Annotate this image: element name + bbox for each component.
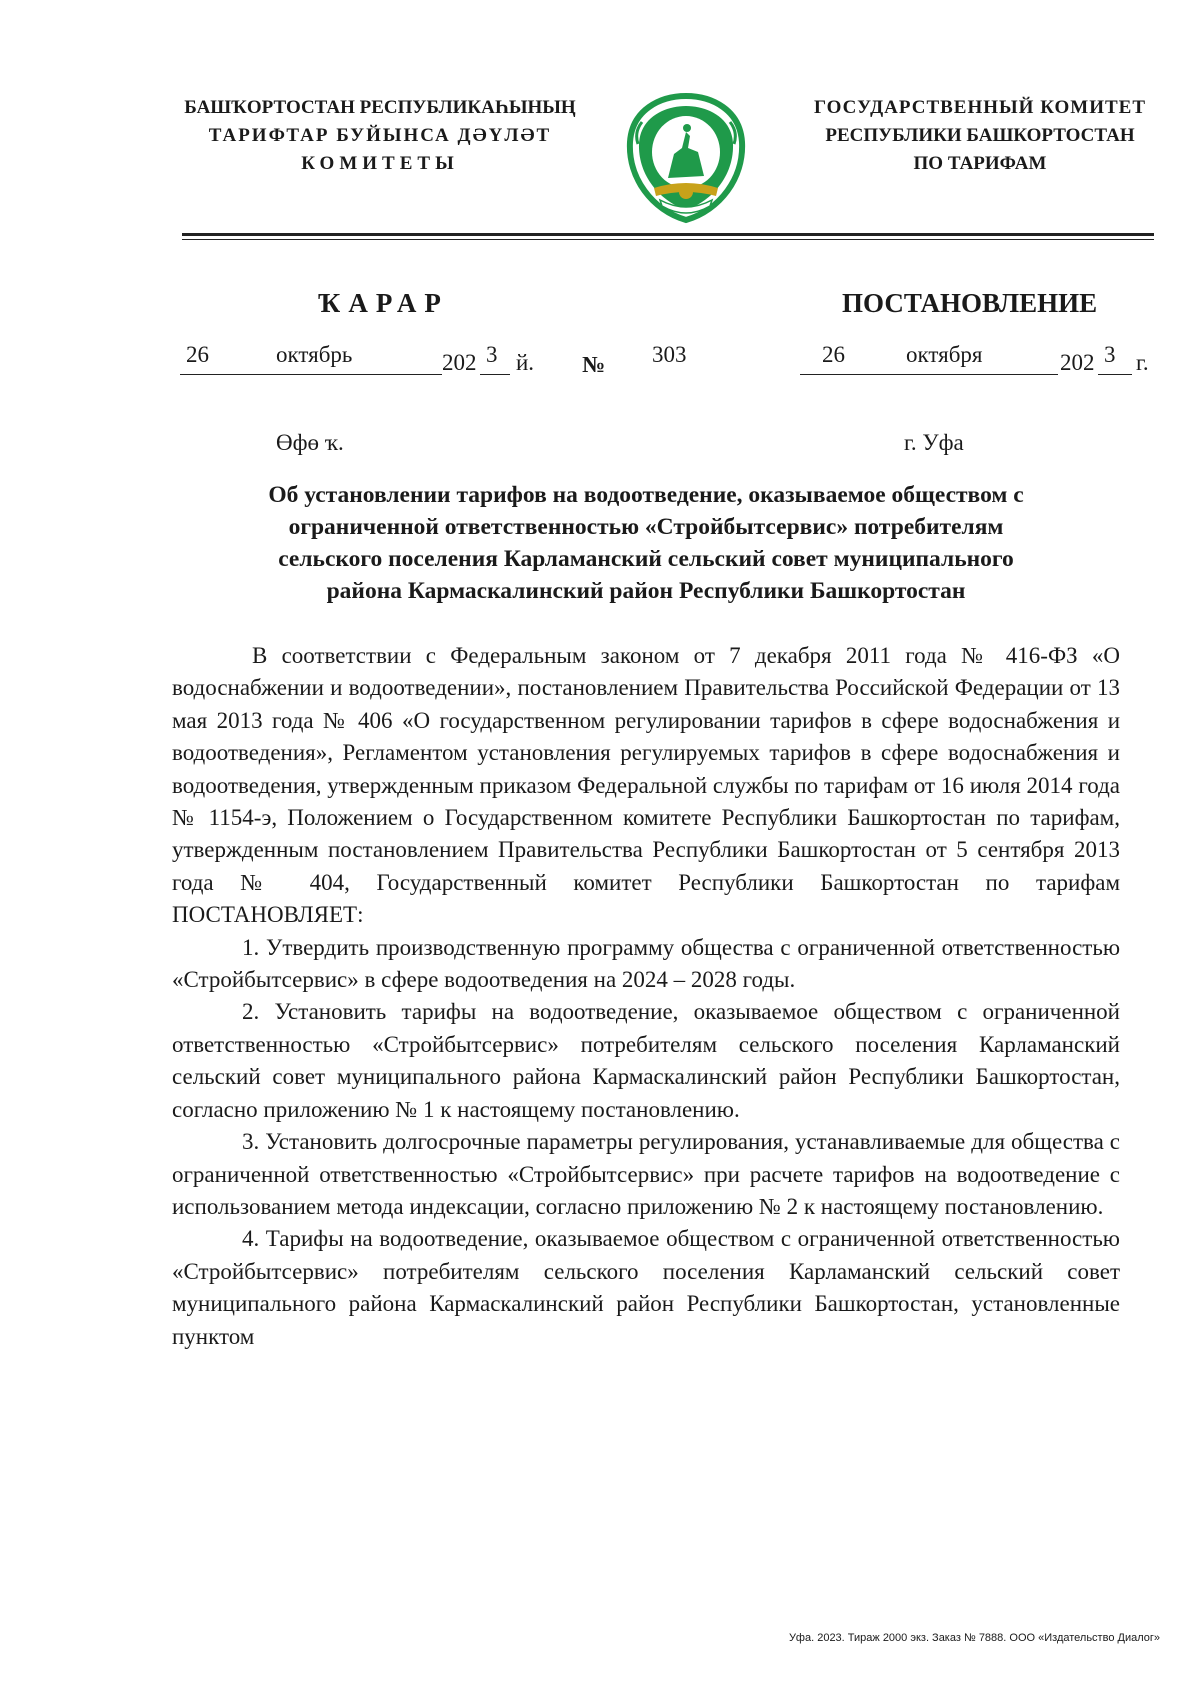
title-line-1: Об установлении тарифов на водоотведение, оказываемое обществом с xyxy=(268,482,1024,508)
document-body xyxy=(172,640,1120,1353)
title-line-4: района Кармаскалинский район Республики Башкортостан xyxy=(326,578,966,604)
header-divider-thick xyxy=(182,233,1154,236)
header-right-block xyxy=(800,94,1160,178)
paragraph-item-2: 2. Установить тарифы на водоотведение, оказываемое обществом с ограниченной ответственностью «Стройбытсервис» потребителям сельского поселения Карламанский сельский совет муниципального района Кармаскалинский район Республики Башкортостан, согласно приложению № 1 к настоящему постановлению. xyxy=(172,999,1120,1122)
date-left-year-unit: й. xyxy=(516,350,535,375)
date-left-year-suffix: 3 xyxy=(486,342,498,367)
date-left-month: октябрь xyxy=(276,342,353,367)
city-bashkir: Өфө ҡ. xyxy=(276,430,344,455)
header-left-line-3: КОМИТЕТЫ xyxy=(301,153,459,174)
paragraph-item-1: 1. Утвердить производственную программу общества с ограниченной ответственностью «Стройбытсервис» в сфере водоотведения на 2024 – 2028 годы. xyxy=(172,934,1120,993)
header-divider-thin xyxy=(182,239,1154,240)
date-right-underline xyxy=(800,374,1058,375)
print-imprint: Уфа. 2023. Тираж 2000 экз. Заказ № 7888. ООО «Издательство Диалог» xyxy=(788,1632,1160,1644)
title-line-3: сельского поселения Карламанский сельский совет муниципального xyxy=(278,546,1014,572)
document-number: 303 xyxy=(652,342,687,367)
title-line-2: ограниченной ответственностью «Стройбытсервис» потребителям xyxy=(288,514,1004,540)
date-right-year-suffix: 3 xyxy=(1104,342,1116,367)
date-left-year-underline xyxy=(480,374,510,375)
paragraph-item-4: 4. Тарифы на водоотведение, оказываемое обществом с ограниченной ответственностью «Стройбытсервис» потребителям сельского поселения Карламанский сельский совет муниципального района Кармаскалинский район Республики Башкортостан, установленные пунктом xyxy=(172,1226,1120,1349)
header-right-line-2: РЕСПУБЛИКИ БАШКОРТОСТАН xyxy=(825,125,1135,146)
header-right-line-3: ПО ТАРИФАМ xyxy=(913,153,1047,174)
bashkortostan-coat-of-arms-icon xyxy=(624,92,748,224)
date-left-day: 26 xyxy=(186,342,209,367)
date-right-year-prefix: 202 xyxy=(1060,350,1095,375)
document-title xyxy=(180,479,1112,607)
header-right-line-1: ГОСУДАРСТВЕННЫЙ КОМИТЕТ xyxy=(813,97,1147,118)
doc-type-russian: ПОСТАНОВЛЕНИЕ xyxy=(842,288,1098,318)
date-left-year-prefix: 202 xyxy=(442,350,477,375)
paragraph-item-3: 3. Установить долгосрочные параметры регулирования, устанавливаемые для общества с ограниченной ответственностью «Стройбытсервис» при расчете тарифов на водоотведение с использованием метода индексации, согласно приложению № 2 к настоящему постановлению. xyxy=(172,1129,1120,1219)
city-russian: г. Уфа xyxy=(904,430,964,455)
date-right-year-underline xyxy=(1098,374,1132,375)
date-left-underline xyxy=(180,374,442,375)
paragraph-preamble: В соответствии с Федеральным законом от 7 декабря 2011 года № 416-ФЗ «О водоснабжении и водоотведении», постановлением Правительства Российской Федерации от 13 мая 2013 года № 406 «О государственном регулировании тарифов в сфере водоснабжения и водоотведения», Регламентом установления регулируемых тарифов в сфере водоснабжения и водоотведения, утвержденным приказом Федеральной службы по тарифам от 16 июля 2014 года № 1154-э, Положением о Государственном комитете Республики Башкортостан по тарифам, утвержденным постановлением Правительства Республики Башкортостан от 5 сентября 2013 года № 404, Государственный комитет Республики Башкортостан по тарифам ПОСТАНОВЛЯЕТ: xyxy=(172,643,1120,928)
date-right-month: октября xyxy=(906,342,983,367)
date-right-day: 26 xyxy=(822,342,845,367)
header-left-block xyxy=(170,94,590,178)
number-sign: № xyxy=(582,352,606,377)
header-left-line-2: ТАРИФТАР БУЙЫНСА ДӘҮЛӘТ xyxy=(208,125,552,146)
doc-type-bashkir: ҠАРАР xyxy=(318,288,449,318)
header-left-line-1: БАШҠОРТОСТАН РЕСПУБЛИКАҺЫНЫҢ xyxy=(184,97,576,118)
date-right-year-unit: г. xyxy=(1136,350,1149,375)
